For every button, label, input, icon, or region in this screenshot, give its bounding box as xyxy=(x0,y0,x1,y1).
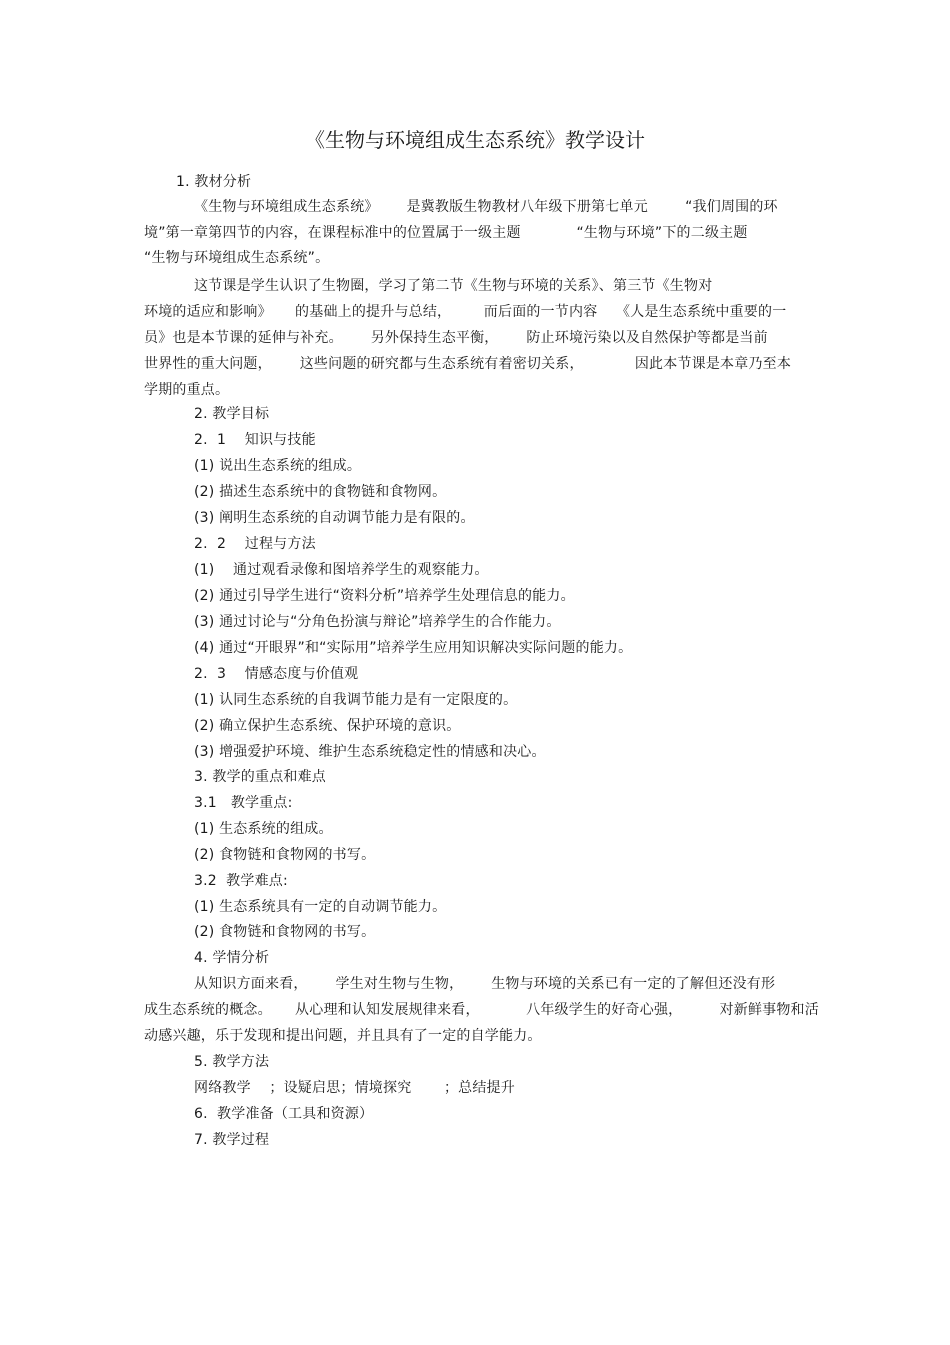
heading-6: 6. 教学准备（工具和资源） xyxy=(194,1106,374,1122)
paragraph-line: 网络教学 ；设疑启思；情境探究 ；总结提升 xyxy=(194,1080,515,1096)
document-title: 《生物与环境组成生态系统》教学设计 xyxy=(305,128,645,152)
paragraph-line: “生物与环境组成生态系统”。 xyxy=(144,250,330,266)
list-item: (2) 确立保护生态系统、保护环境的意识。 xyxy=(194,718,461,734)
heading-4: 4. 学情分析 xyxy=(194,950,270,966)
list-item: (3) 增强爱护环境、维护生态系统稳定性的情感和决心。 xyxy=(194,744,546,760)
list-item: (3) 阐明生态系统的自动调节能力是有限的。 xyxy=(194,510,475,526)
heading-5: 5. 教学方法 xyxy=(194,1054,270,1070)
subheading: 2. 3 情感态度与价值观 xyxy=(194,666,359,682)
list-item: (1) 生态系统的组成。 xyxy=(194,821,333,837)
list-item: (1) 通过观看录像和图培养学生的观察能力。 xyxy=(194,562,489,578)
list-item: (4) 通过“开眼界”和“实际用”培养学生应用知识解决实际问题的能力。 xyxy=(194,640,633,656)
list-item: (1) 认同生态系统的自我调节能力是有一定限度的。 xyxy=(194,692,518,708)
paragraph-line: 员》也是本节课的延伸与补充。 另外保持生态平衡， 防止环境污染以及自然保护等都是当前 xyxy=(144,330,768,346)
subheading: 3.2 教学难点: xyxy=(194,873,288,889)
paragraph-line: 动感兴趣，乐于发现和提出问题，并且具有了一定的自学能力。 xyxy=(144,1028,542,1044)
list-item: (2) 食物链和食物网的书写。 xyxy=(194,847,376,863)
heading-7: 7. 教学过程 xyxy=(194,1132,270,1148)
subheading: 2. 1 知识与技能 xyxy=(194,432,316,448)
paragraph-line: 这节课是学生认识了生物圈，学习了第二节《生物与环境的关系》、第三节《生物对 xyxy=(194,278,713,294)
list-item: (1) 生态系统具有一定的自动调节能力。 xyxy=(194,899,447,915)
list-item: (2) 食物链和食物网的书写。 xyxy=(194,924,376,940)
list-item: (3) 通过讨论与“分角色扮演与辩论”培养学生的合作能力。 xyxy=(194,614,561,630)
list-item: (2) 描述生态系统中的食物链和食物网。 xyxy=(194,484,447,500)
paragraph-line: 学期的重点。 xyxy=(144,382,230,398)
list-item: (1) 说出生态系统的组成。 xyxy=(194,458,362,474)
paragraph-line: 从知识方面来看， 学生对生物与生物， 生物与环境的关系已有一定的了解但还没有形 xyxy=(194,976,776,992)
paragraph-line: 境”第一章第四节的内容，在课程标准中的位置属于一级主题 “生物与环境”下的二级主题 xyxy=(144,225,748,241)
heading-2: 2. 教学目标 xyxy=(194,406,270,422)
paragraph-line: 成生态系统的概念。 从心理和认知发展规律来看， 八年级学生的好奇心强， 对新鲜事物和活 xyxy=(144,1002,819,1018)
heading-3: 3. 教学的重点和难点 xyxy=(194,769,327,785)
paragraph-line: 环境的适应和影响》 的基础上的提升与总结， 而后面的一节内容 《人是生态系统中重要的一 xyxy=(144,304,787,320)
subheading: 2. 2 过程与方法 xyxy=(194,536,316,552)
heading-1: 1. 教材分析 xyxy=(176,174,252,190)
paragraph-line: 世界性的重大问题， 这些问题的研究都与生态系统有着密切关系， 因此本节课是本章乃至本 xyxy=(144,356,792,372)
paragraph-line: 《生物与环境组成生态系统》 是冀教版生物教材八年级下册第七单元 “我们周围的环 xyxy=(194,199,778,215)
subheading: 3.1 教学重点: xyxy=(194,795,293,811)
list-item: (2) 通过引导学生进行“资料分析”培养学生处理信息的能力。 xyxy=(194,588,575,604)
